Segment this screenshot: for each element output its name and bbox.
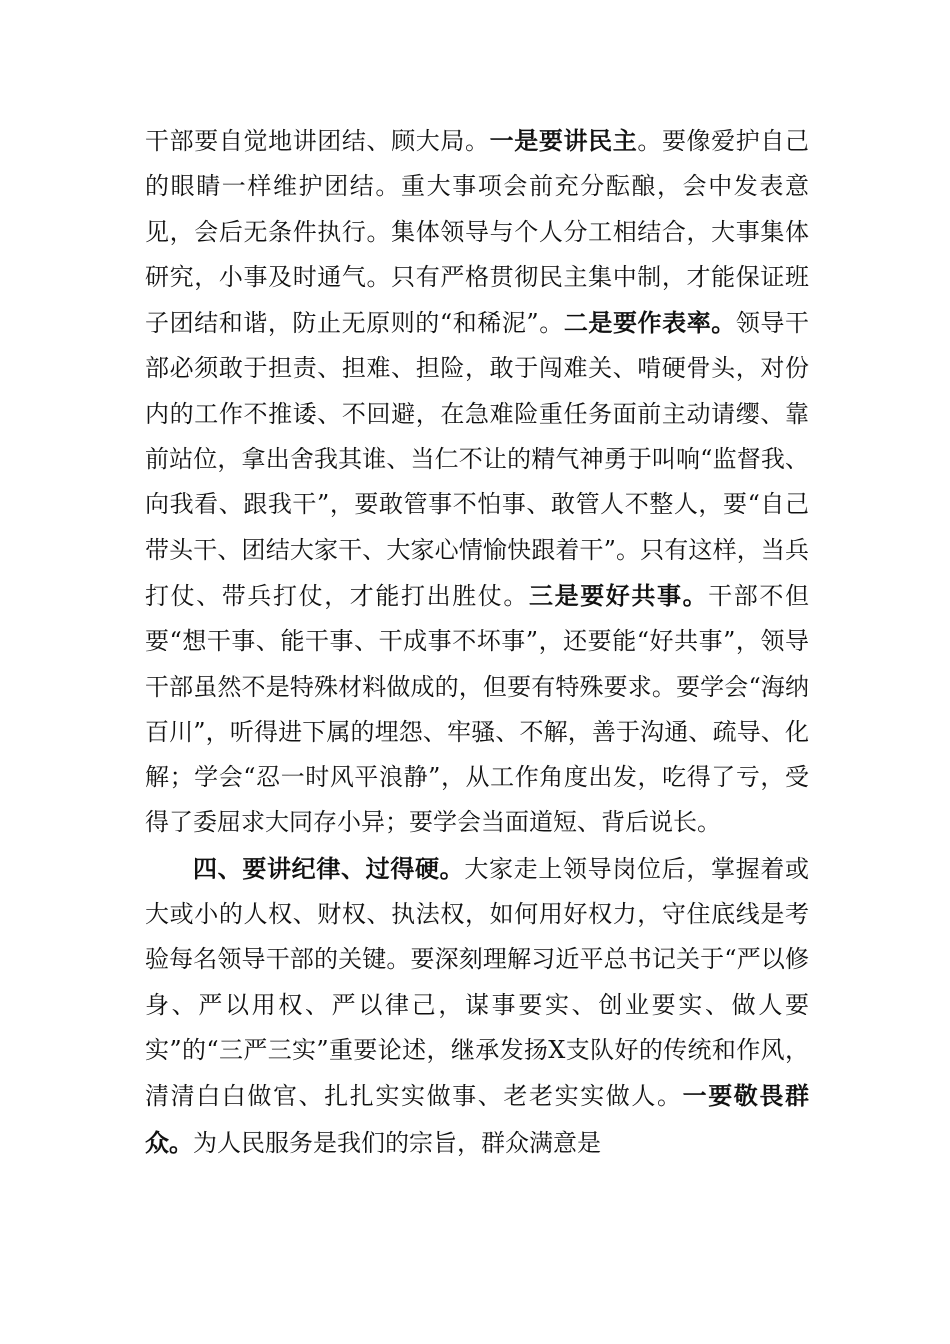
- text-run: 干部不但要“想干事、能干事、干成事不坏事”，还要能“好共事”，领导干部虽然不是特殊材料做成的，但要有特殊要求。要学会“海纳百川”，听得进下属的埋怨、牢骚、不解，善于沟通、疏导、化解；学会“忍一时风平浪静”，从工作角度出发，吃得了亏，受得了委屈求大同存小异；要学会当面道短、背后说长。: [145, 581, 810, 837]
- text-run: 。要像爱护自己的眼睛一样维护团结。重大事项会前充分酝酿，会中发表意见，会后无条件执行。集体领导与个人分工相结合，大事集体研究，小事及时通气。只有严格贯彻民主集中制，才能保证班子团结和谐，防止无原则的“和稀泥”。: [145, 127, 810, 338]
- body-paragraph: [145, 118, 809, 846]
- emphasis-heading: 三是要好共事。: [529, 580, 709, 610]
- emphasis-heading: 一要敬畏群众。: [145, 1081, 810, 1157]
- text-run: 大家走上领导岗位后，掌握着或大或小的人权、财权、执法权，如何用好权力，守住底线是考验每名领导干部的关键。要深刻理解习近平总书记关于“严以修身、严以用权、严以律己，谋事要实、创业要实、做人要实”的“三严三实”重要论述，继承发扬X支队好的传统和作风，清清白白做官、扎扎实实做事、老老实实做人。: [145, 854, 810, 1111]
- text-run: 干部要自觉地讲团结、顾大局。: [145, 127, 490, 155]
- emphasis-heading: 二是要作表率。: [563, 308, 736, 338]
- section-heading: 四、要讲纪律、过得硬。: [193, 853, 465, 883]
- document-page: [145, 118, 809, 1166]
- text-run: 领导干部必须敢于担责、担难、担险，敢于闯难关、啃硬骨头，对份内的工作不推诿、不回避，在急难险重任务面前主动请缨、靠前站位，拿出舍我其谁、当仁不让的精气神勇于叫响“监督我、向我看、跟我干”，要敢管事不怕事、敢管人不整人，要“自己带头干、团结大家干、大家心情愉快跟着干”。只有这样，当兵打仗、带兵打仗，才能打出胜仗。: [145, 309, 810, 610]
- emphasis-heading: 一是要讲民主: [489, 126, 638, 155]
- section-paragraph: [145, 846, 809, 1166]
- text-run: 为人民服务是我们的宗旨，群众满意是: [193, 1128, 601, 1157]
